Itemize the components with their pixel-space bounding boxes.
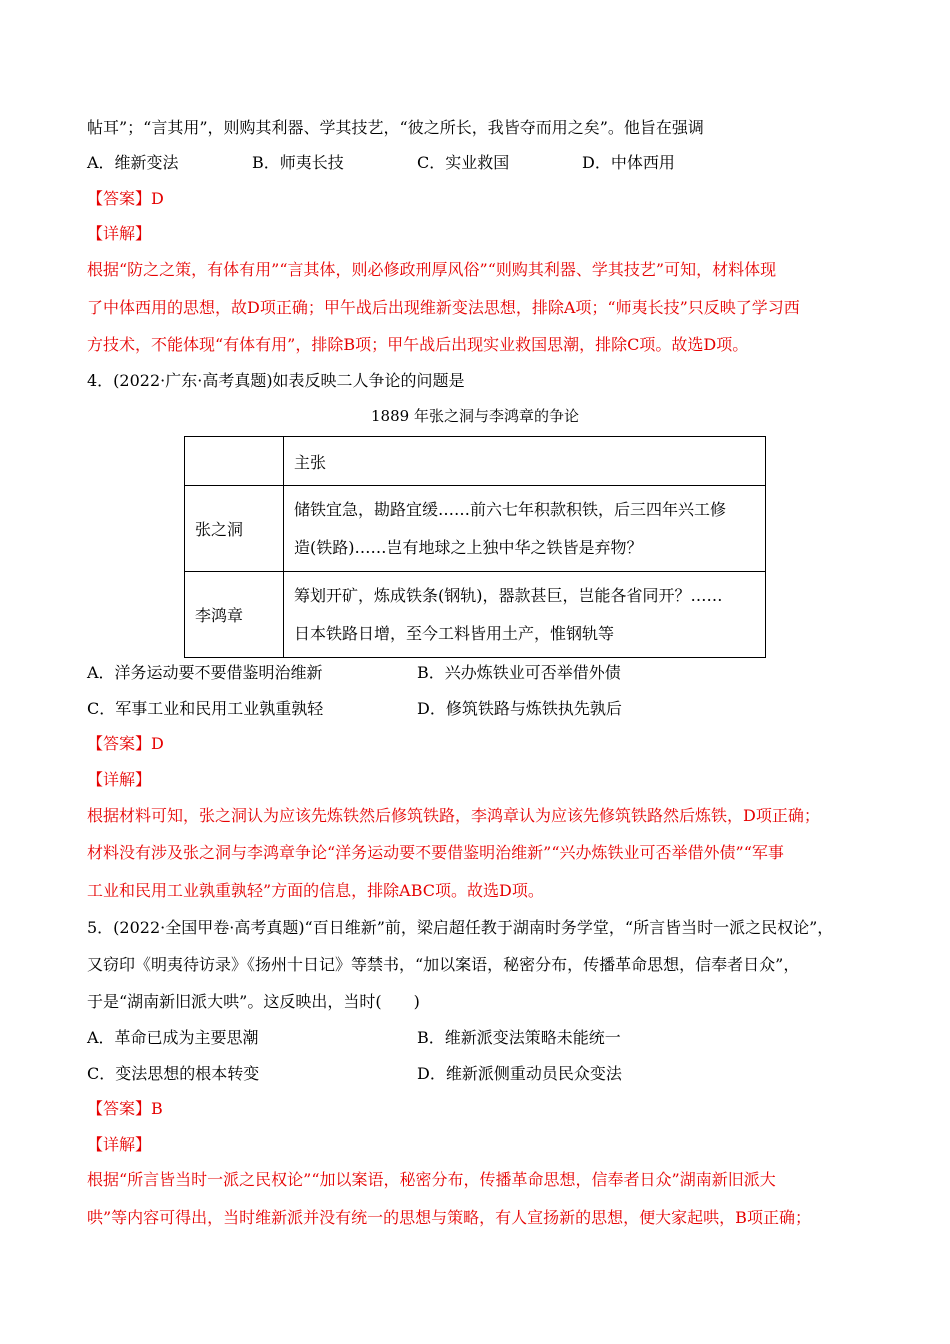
- q4-answer: 【答案】D: [87, 734, 164, 753]
- table-row: [185, 486, 766, 572]
- q3-detail-label: 【详解】: [87, 224, 152, 243]
- q5-stem-line-2: 又窃印《明夷待访录》《扬州十日记》等禁书，“加以案语，秘密分布，传播革命思想，信奉者日众”，: [87, 955, 800, 974]
- q3-option-d: D．中体西用: [582, 153, 675, 172]
- q5-option-d: D．维新派侧重动员民众变法: [417, 1064, 622, 1083]
- q3-detail-line-2: 了中体西用的思想，故D项正确；甲午战后出现维新变法思想，排除A项；“师夷长技”只反映了学习西: [87, 298, 800, 317]
- q3-detail-line-1: 根据“防之之策，有体有用”“言其体，则必修政刑厚风俗”“则购其利器、学其技艺”可知，材料体现: [87, 260, 777, 279]
- q3-option-a: A．维新变法: [87, 153, 179, 172]
- statement-line: 日本铁路日增，至今工料皆用土产，惟钢轨等: [294, 623, 615, 643]
- q5-detail-label: 【详解】: [87, 1135, 152, 1154]
- q4-dispute-table: [184, 436, 766, 658]
- table-header-cell: 主张: [284, 437, 766, 486]
- table-row-statement: [284, 572, 766, 658]
- q3-stem-tail: 帖耳”；“言其用”，则购其利器、学其技艺，“彼之所长，我皆夺而用之矣”。他旨在强调: [87, 118, 704, 137]
- q3-answer: 【答案】D: [87, 189, 164, 208]
- q3-detail-line-3: 方技术，不能体现“有体有用”，排除B项；甲午战后出现实业救国思潮，排除C项。故选D项。: [87, 335, 749, 354]
- q4-detail-line-2: 材料没有涉及张之洞与李鸿章争论“洋务运动要不要借鉴明治维新”“兴办炼铁业可否举借外债”“军事: [87, 843, 784, 862]
- q4-table-caption: 1889 年张之洞与李鸿章的争论: [371, 407, 579, 425]
- q4-detail-line-3: 工业和民用工业孰重孰轻”方面的信息，排除ABC项。故选D项。: [87, 881, 544, 900]
- q5-detail-line-1: 根据“所言皆当时一派之民权论”“加以案语，秘密分布，传播革命思想，信奉者日众”湖南新旧派大: [87, 1170, 776, 1189]
- q4-stem: 4．(2022·广东·高考真题)如表反映二人争论的问题是: [87, 371, 465, 390]
- q5-detail-line-2: 哄”等内容可得出，当时维新派并没有统一的思想与策略，有人宣扬新的思想，便大家起哄，B项正确；: [87, 1208, 811, 1227]
- table-row-name: 李鸿章: [185, 572, 284, 658]
- table-row: [185, 572, 766, 658]
- q3-option-c: C．实业救国: [417, 153, 510, 172]
- q5-option-b: B．维新派变法策略未能统一: [417, 1028, 621, 1047]
- q5-stem-line-1: 5．(2022·全国甲卷·高考真题)“百日维新”前，梁启超任教于湖南时务学堂，“所言皆当时一派之民权论”，: [87, 918, 834, 937]
- q4-option-c: C．军事工业和民用工业孰重孰轻: [87, 699, 324, 718]
- q4-detail-line-1: 根据材料可知，张之洞认为应该先炼铁然后修筑铁路，李鸿章认为应该先修筑铁路然后炼铁，D项正确；: [87, 806, 820, 825]
- table-row-name: 张之洞: [185, 486, 284, 572]
- table-header-row: [185, 437, 766, 486]
- q5-stem-line-3: 于是“湖南新旧派大哄”。这反映出，当时( ): [87, 992, 420, 1011]
- statement-line: 储铁宜急，勘路宜缓……前六七年积款积铁，后三四年兴工修: [294, 499, 727, 519]
- q4-option-b: B．兴办炼铁业可否举借外债: [417, 663, 621, 682]
- q5-answer: 【答案】B: [87, 1099, 163, 1118]
- q5-option-a: A．革命已成为主要思潮: [87, 1028, 259, 1047]
- statement-line: 筹划开矿，炼成铁条(钢轨)，器款甚巨，岂能各省同开？……: [294, 585, 723, 605]
- table-header-empty-cell: [185, 437, 284, 486]
- q4-detail-label: 【详解】: [87, 770, 152, 789]
- q5-option-c: C．变法思想的根本转变: [87, 1064, 260, 1083]
- q3-option-b: B．师夷长技: [252, 153, 344, 172]
- table-row-statement: [284, 486, 766, 572]
- q4-option-d: D．修筑铁路与炼铁执先孰后: [417, 699, 622, 718]
- q4-option-a: A．洋务运动要不要借鉴明治维新: [87, 663, 323, 682]
- statement-line: 造(铁路)……岂有地球之上独中华之铁皆是弃物？: [294, 537, 643, 557]
